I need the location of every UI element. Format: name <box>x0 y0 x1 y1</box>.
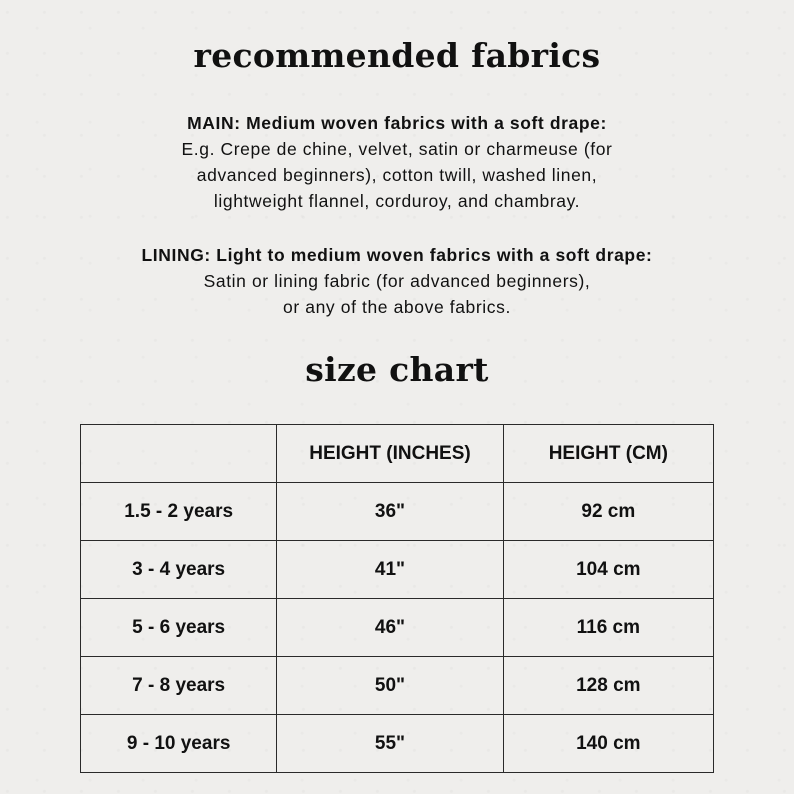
lining-fabric-line: Satin or lining fabric (for advanced beginners), <box>203 271 591 291</box>
age-cell: 5 - 6 years <box>81 599 277 657</box>
table-row <box>81 715 714 773</box>
header-cell-age <box>81 425 277 483</box>
age-cell: 9 - 10 years <box>81 715 277 773</box>
table-header-row <box>81 425 714 483</box>
inches-cell: 41" <box>277 541 503 599</box>
cm-cell: 104 cm <box>503 541 713 599</box>
main-fabric-lead: MAIN: Medium woven fabrics with a soft drape: <box>187 113 607 133</box>
header-cell-cm: HEIGHT (CM) <box>503 425 713 483</box>
table-row <box>81 541 714 599</box>
cm-cell: 92 cm <box>503 483 713 541</box>
main-fabric-line: E.g. Crepe de chine, velvet, satin or charmeuse (for <box>181 139 613 159</box>
age-cell: 7 - 8 years <box>81 657 277 715</box>
table-row <box>81 483 714 541</box>
cm-cell: 140 cm <box>503 715 713 773</box>
inches-cell: 55" <box>277 715 503 773</box>
inches-cell: 50" <box>277 657 503 715</box>
main-fabric-section <box>60 110 734 214</box>
size-chart-table <box>80 424 714 773</box>
size-chart-heading: size chart <box>305 350 489 389</box>
main-fabric-line: advanced beginners), cotton twill, washed linen, <box>196 165 598 185</box>
header-cell-inches: HEIGHT (INCHES) <box>277 425 503 483</box>
table-row <box>81 657 714 715</box>
inches-cell: 46" <box>277 599 503 657</box>
lining-fabric-line: or any of the above fabrics. <box>283 297 511 317</box>
main-fabric-line: lightweight flannel, corduroy, and chambray. <box>213 191 581 211</box>
cm-cell: 116 cm <box>503 599 713 657</box>
lining-fabric-lead: LINING: Light to medium woven fabrics with a soft drape: <box>141 245 653 265</box>
age-cell: 3 - 4 years <box>81 541 277 599</box>
inches-cell: 36" <box>277 483 503 541</box>
table-row <box>81 599 714 657</box>
fabrics-heading: recommended fabrics <box>193 36 601 75</box>
cm-cell: 128 cm <box>503 657 713 715</box>
lining-fabric-section <box>60 242 734 320</box>
age-cell: 1.5 - 2 years <box>81 483 277 541</box>
